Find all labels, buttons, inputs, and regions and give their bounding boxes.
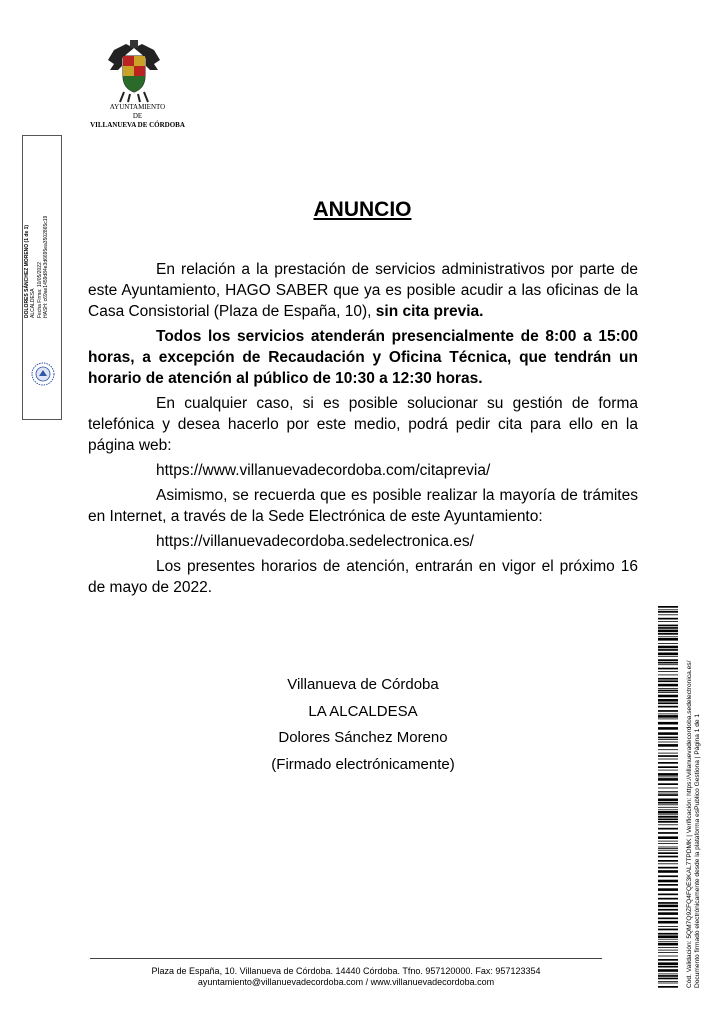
barcode-bar (658, 947, 678, 948)
signature-stamp-text (24, 138, 49, 318)
barcode-bar (658, 715, 678, 718)
barcode-bar (658, 926, 678, 927)
barcode-bar (658, 791, 678, 792)
barcode-bar (658, 986, 678, 988)
barcode-bar (658, 894, 678, 896)
barcode-bar (658, 799, 678, 802)
org-line-1: AYUNTAMIENTO (109, 103, 166, 111)
barcode-bar (658, 978, 678, 980)
barcode-bar (658, 809, 678, 810)
barcode-bar (658, 974, 678, 975)
barcode-bar (658, 802, 678, 804)
barcode-bar (658, 744, 678, 747)
barcode-bar (658, 821, 678, 823)
barcode-bar (658, 737, 678, 739)
paragraph-1-bold: sin cita previa. (375, 303, 484, 320)
cita-previa-link[interactable]: https://www.villanuevadecordoba.com/citaprevia/ (156, 462, 491, 479)
barcode-bar (658, 912, 678, 915)
barcode-bar (658, 983, 678, 984)
barcode-bar (658, 732, 678, 735)
barcode-bar (658, 814, 678, 815)
barcode-bar (658, 793, 678, 794)
barcode-bar (658, 611, 678, 613)
barcode-bar (658, 863, 678, 864)
barcode-bar (658, 719, 678, 720)
barcode-bar (658, 742, 678, 743)
barcode-bar (658, 909, 678, 911)
barcode-bar (658, 847, 678, 848)
barcode-bar (658, 778, 678, 781)
barcode-bar (658, 606, 678, 608)
barcode-bar (658, 659, 678, 661)
barcode-bar (658, 811, 678, 814)
barcode-bar (658, 722, 678, 725)
barcode-bar (658, 969, 678, 972)
barcode-bar (658, 749, 678, 750)
barcode-bar (658, 695, 678, 698)
paragraph-3: En cualquier caso, si es posible solucionar su gestión de forma telefónica y desea hacerlo por este medio, podrá pedir cita para ello en la página web: (88, 395, 638, 454)
sede-electronica-link[interactable]: https://villanuevadecordoba.sedelectronica.es/ (156, 533, 474, 550)
barcode-bar (658, 699, 678, 702)
barcode-bar (658, 902, 678, 904)
barcode-bar (658, 777, 678, 778)
paragraph-4: Asimismo, se recuerda que es posible realizar la mayoría de trámites en Internet, a través de la Sede Electrónica de este Ayuntamiento: (88, 487, 638, 525)
barcode-bar (658, 739, 678, 740)
org-line-3: VILLANUEVA DE CÓRDOBA (90, 121, 185, 129)
signature-note: (Firmado electrónicamente) (271, 755, 455, 773)
barcode-bar (658, 688, 678, 689)
barcode-bar (658, 850, 678, 851)
barcode-bar (658, 766, 678, 768)
barcode-bar (658, 625, 678, 627)
barcode-bar (658, 843, 678, 844)
barcode-bar (658, 943, 678, 946)
barcode-bar (658, 614, 678, 615)
barcode-bar (658, 860, 678, 862)
barcode-bar (658, 656, 678, 657)
barcode-bar (658, 880, 678, 883)
barcode-bar (658, 621, 678, 622)
barcode-bar (658, 627, 678, 629)
barcode-bar (658, 867, 678, 869)
barcode-bar (658, 832, 678, 834)
barcode-bar (658, 680, 678, 682)
barcode-bar (658, 609, 678, 610)
barcode-bar (658, 933, 678, 935)
stamp-role: ALCALDESA (30, 288, 37, 318)
barcode-bar (658, 671, 678, 672)
stamp-date: Fecha Firma: 10/05/2022 (36, 262, 43, 318)
barcode-bar (658, 918, 678, 920)
verification-text (686, 588, 702, 988)
barcode-bar (658, 959, 678, 961)
barcode-bar (658, 975, 678, 977)
barcode-bar (658, 921, 678, 924)
barcode-bar (658, 794, 678, 796)
barcode-bar (658, 714, 678, 715)
barcode-bar (658, 755, 678, 757)
footer (90, 966, 602, 988)
barcode-bar (658, 952, 678, 953)
barcode-bar (658, 646, 678, 649)
barcode-icon (658, 606, 678, 988)
barcode-bar (658, 962, 678, 965)
barcode-bar (658, 753, 678, 754)
barcode-bar (658, 981, 678, 982)
barcode-bar (658, 638, 678, 641)
signature-name: Dolores Sánchez Moreno (278, 729, 448, 746)
barcode-bar (658, 950, 678, 951)
barcode-bar (658, 630, 678, 633)
signature-role: LA ALCALDESA (308, 702, 418, 720)
barcode-bar (658, 643, 678, 644)
barcode-bar (658, 633, 678, 635)
barcode-bar (658, 649, 678, 651)
barcode-bar (658, 702, 678, 704)
barcode-bar (658, 618, 678, 620)
barcode-bar (658, 762, 678, 764)
barcode-bar (658, 905, 678, 908)
barcode-bar (658, 816, 678, 818)
barcode-bar (658, 956, 678, 957)
stamp-signer-name: DOLORES SÁNCHEZ MORENO (1 de 1) (24, 224, 30, 318)
barcode-bar (658, 675, 678, 676)
seal-icon (31, 362, 55, 386)
barcode-bar (658, 773, 678, 776)
stamp-hash: HASH: c69ae1459d84e3d6695ea3502865c19 (42, 215, 49, 318)
barcode-bar (658, 678, 678, 680)
page-title: ANUNCIO (313, 198, 412, 221)
barcode-bar (658, 668, 678, 670)
paragraph-1 (88, 259, 638, 322)
organization-name (80, 103, 195, 130)
barcode-bar (658, 804, 678, 805)
barcode-bar (658, 727, 678, 730)
coat-of-arms-icon (106, 40, 162, 104)
barcode-bar (658, 759, 678, 760)
barcode-bar (658, 636, 678, 637)
signature-block (88, 672, 638, 778)
barcode-bar (658, 836, 678, 839)
verification-line-1: Cód. Validación: 5QM7Q9ZFQ4FQE3KAL7TPDMK | Verificación: https://villanuevadecordoba.sedelectronica.es/ (686, 660, 693, 988)
org-line-2: DE (132, 112, 143, 120)
barcode-bar (658, 690, 678, 692)
barcode-bar (658, 819, 678, 821)
barcode-bar (658, 935, 678, 938)
footer-divider (90, 958, 602, 959)
barcode-bar (658, 653, 678, 656)
barcode-bar (658, 929, 678, 931)
barcode-bar (658, 664, 678, 665)
footer-contact: ayuntamiento@villanuevadecordoba.com / www.villanuevadecordoba.com (197, 977, 495, 987)
barcode-bar (658, 875, 678, 877)
barcode-bar (658, 888, 678, 891)
barcode-bar (658, 692, 678, 693)
barcode-bar (658, 841, 678, 842)
footer-address: Plaza de España, 10. Villanueva de Córdoba. 14440 Córdoba. Tfno. 957120000. Fax: 957123354 (151, 966, 541, 976)
verification-line-2: Documento firmado electrónicamente desde la plataforma esPublico Gestiona | Página 1 de 1 (694, 713, 701, 988)
barcode-bar (658, 706, 678, 708)
barcode-bar (658, 824, 678, 825)
barcode-bar (658, 710, 678, 712)
barcode-bar (658, 770, 678, 771)
barcode-bar (658, 852, 678, 854)
barcode-bar (658, 828, 678, 830)
paragraph-1-text: En relación a la prestación de servicios administrativos por parte de este Ayuntamiento, HAGO SABER que ya es posible acudir a las oficinas de la Casa Consistorial (Plaza de España, 10), (88, 261, 638, 320)
barcode-bar (658, 856, 678, 858)
paragraph-5: Los presentes horarios de atención, entrarán en vigor el próximo 16 de mayo de 2022. (88, 558, 638, 596)
paragraph-2: Todos los servicios atenderán presencialmente de 8:00 a 15:00 horas, a excepción de Recaudación y Oficina Técnica, que tendrán un horario de atención al público de 10:30 a 12:30 horas. (88, 328, 638, 387)
barcode-bar (658, 662, 678, 664)
announcement-body (88, 259, 638, 602)
barcode-bar (658, 684, 678, 687)
barcode-bar (658, 783, 678, 785)
barcode-bar (658, 898, 678, 900)
barcode-bar (658, 870, 678, 873)
barcode-bar (658, 807, 678, 808)
barcode-bar (658, 884, 678, 886)
barcode-bar (658, 848, 678, 849)
barcode-bar (658, 966, 678, 968)
barcode-bar (658, 788, 678, 789)
signature-place: Villanueva de Córdoba (287, 676, 439, 693)
barcode-bar (658, 939, 678, 940)
barcode-bar (658, 941, 678, 942)
